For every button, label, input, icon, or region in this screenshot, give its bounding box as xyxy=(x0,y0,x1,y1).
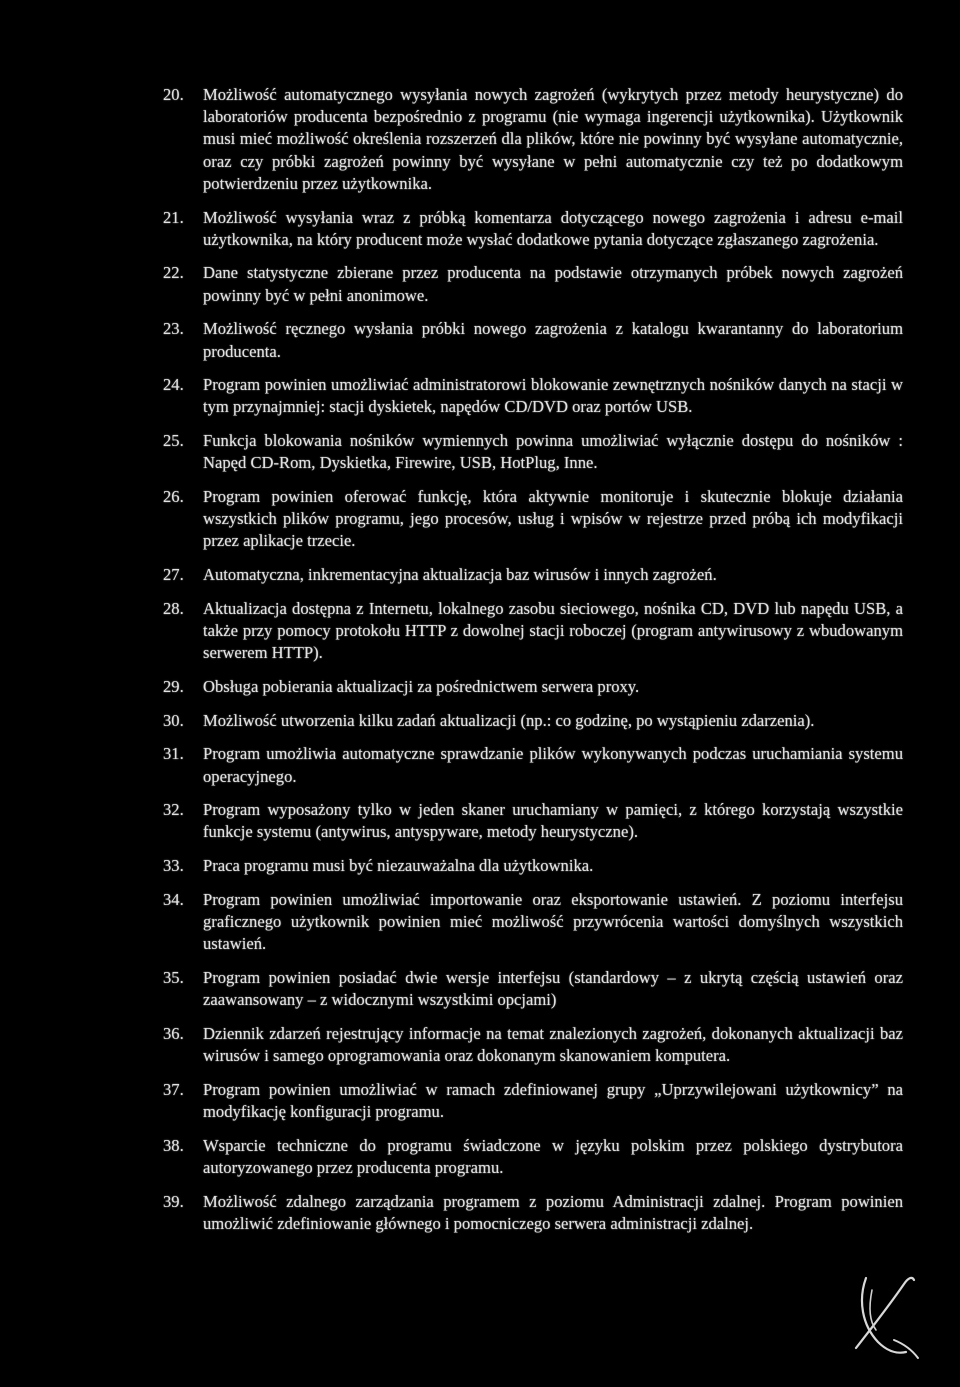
item-text: Możliwość utworzenia kilku zadań aktualizacji (np.: co godzinę, po wystąpieniu zdarzenia). xyxy=(203,710,815,730)
item-text: Program powinien oferować funkcję, która aktywnie monitoruje i skutecznie blokuje działania wszystkich plików programu, jego procesów, usług i wpisów w rejestrze przed próbą ich modyfikacji przez aplikacje trzecie. xyxy=(203,487,903,551)
list-item xyxy=(163,889,903,956)
item-text: Program powinien umożliwiać importowanie oraz eksportowanie ustawień. Z poziomu interfejsu graficznego użytkownik powinien mieć możliwość przywrócenia wartości domyślnych wszystkich ustawień. xyxy=(203,889,903,954)
item-text: Program powinien umożliwiać w ramach zdefiniowanej grupy „Uprzywilejowani użytkownicy” na modyfikację konfiguracji programu. xyxy=(203,1079,903,1122)
list-item xyxy=(163,710,903,732)
list-item xyxy=(163,564,903,586)
item-text: Dane statystyczne zbierane przez producenta na podstawie otrzymanych próbek nowych zagrożeń powinny być w pełni anonimowe. xyxy=(203,263,903,305)
requirements-list xyxy=(163,84,903,1247)
item-number: 23. xyxy=(163,319,184,339)
item-text: Automatyczna, inkrementacyjna aktualizacja baz wirusów i innych zagrożeń. xyxy=(203,565,717,585)
item-text: Obsługa pobierania aktualizacji za pośrednictwem serwera proxy. xyxy=(203,676,640,696)
item-text: Praca programu musi być niezauważalna dla użytkownika. xyxy=(203,856,594,876)
item-text: Program powinien umożliwiać administratorowi blokowanie zewnętrznych nośników danych na stacji w tym przynajmniej: stacji dyskietek, napędów CD/DVD oraz portów USB. xyxy=(203,375,903,417)
list-item xyxy=(163,486,903,553)
list-item xyxy=(163,318,903,362)
item-text: Funkcja blokowania nośników wymiennych powinna umożliwiać wyłącznie dostępu do nośników : Napęd CD-Rom, Dyskietka, Firewire, USB, HotPlug, Inne. xyxy=(203,431,903,473)
item-text: Program powinien posiadać dwie wersje interfejsu (standardowy – z ukrytą częścią ustawień oraz zaawansowany – z widocznymi wszystkimi opcjami) xyxy=(203,968,903,1010)
item-text: Możliwość wysyłania wraz z próbką komentarza dotyczącego nowego zagrożenia i adresu e-mail użytkownika, na który producent może wysłać dodatkowe pytania dotyczące zgłaszanego zagrożenia. xyxy=(203,207,903,249)
item-number: 27. xyxy=(163,565,184,585)
list-item xyxy=(163,676,903,698)
list-item xyxy=(163,207,903,251)
item-text: Możliwość zdalnego zarządzania programem z poziomu Administracji zdalnej. Program powinien umożliwić zdefiniowanie głównego i pomocniczego serwera administracji zdalnej. xyxy=(203,1191,903,1233)
list-item xyxy=(163,262,903,306)
item-text: Program wyposażony tylko w jeden skaner uruchamiany w pamięci, z którego korzystają wszystkie funkcje systemu (antywirus, antyspyware, metody heurystyczne). xyxy=(203,800,903,842)
item-text: Dziennik zdarzeń rejestrujący informacje na temat znalezionych zagrożeń, dokonanych aktualizacji baz wirusów i samego oprogramowania oraz dokonanym skanowaniem komputera. xyxy=(203,1023,903,1066)
list-item xyxy=(163,967,903,1011)
item-number: 22. xyxy=(163,263,184,283)
list-item xyxy=(163,799,903,843)
item-text: Program umożliwia automatyczne sprawdzanie plików wykonywanych podczas uruchamiania systemu operacyjnego. xyxy=(203,744,903,786)
item-number: 25. xyxy=(163,431,184,451)
item-number: 26. xyxy=(163,487,184,507)
item-number: 24. xyxy=(163,375,184,395)
item-number: 38. xyxy=(163,1135,184,1155)
list-item xyxy=(163,1135,903,1179)
item-number: 33. xyxy=(163,856,184,876)
list-item xyxy=(163,1191,903,1235)
list-item xyxy=(163,1023,903,1067)
item-text: Możliwość ręcznego wysłania próbki nowego zagrożenia z katalogu kwarantanny do laboratorium producenta. xyxy=(203,319,903,361)
item-number: 35. xyxy=(163,968,184,987)
list-item xyxy=(163,1079,903,1123)
item-text: Aktualizacja dostępna z Internetu, lokalnego zasobu sieciowego, nośnika CD, DVD lub napędu USB, a także przy pomocy protokołu HTTP z dowolnej stacji roboczej (program antywirusowy z wbudowanym serwerem HTTP). xyxy=(203,598,903,663)
item-number: 36. xyxy=(163,1023,184,1043)
list-item xyxy=(163,743,903,787)
item-number: 37. xyxy=(163,1079,184,1099)
handwritten-initials-signature xyxy=(848,1270,928,1360)
item-text: Wsparcie techniczne do programu świadczone w języku polskim przez polskiego dystrybutora autoryzowanego przez producenta programu. xyxy=(203,1135,903,1177)
item-number: 30. xyxy=(163,710,184,730)
item-number: 20. xyxy=(163,85,184,104)
item-number: 31. xyxy=(163,744,184,764)
list-item xyxy=(163,855,903,877)
item-number: 28. xyxy=(163,598,184,618)
list-item xyxy=(163,374,903,418)
list-item xyxy=(163,598,903,665)
item-number: 29. xyxy=(163,676,184,696)
item-number: 32. xyxy=(163,800,184,820)
list-item xyxy=(163,84,903,195)
item-number: 21. xyxy=(163,207,184,227)
item-number: 39. xyxy=(163,1191,184,1211)
list-item xyxy=(163,430,903,474)
item-number: 34. xyxy=(163,889,184,909)
item-text: Możliwość automatycznego wysyłania nowych zagrożeń (wykrytych przez metody heurystyczne) do laboratoriów producenta bezpośrednio z programu (nie wymaga ingerencji użytkownika). Użytkownik musi mieć możliwość określenia rozszerzeń dla plików, które nie powinny być wysyłane automatycznie, oraz czy próbki zagrożeń powinny być wysyłane w pełni automatycznie czy też po dodatkowym potwierdzeniu przez użytkownika. xyxy=(203,85,903,193)
